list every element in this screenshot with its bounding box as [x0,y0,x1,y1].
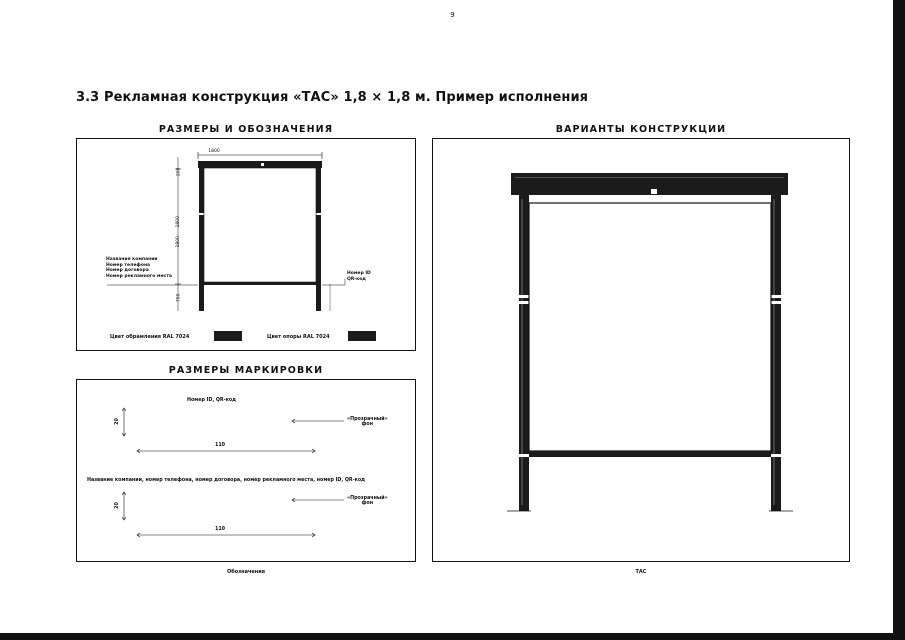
label-place-number: Номер рекламного места [106,273,172,279]
marking-block1-height: 20 [114,418,120,425]
page-heading: 3.3 Рекламная конструкция «ТАС» 1,8 × 1,8 м. Пример исполнения [76,90,589,105]
page-edge-right [893,0,905,640]
page-edge-bottom [0,633,905,640]
marking-block1-note-line1: «Прозрачный» [347,417,388,422]
marking-block2-note-line2: фон [361,501,374,506]
variant-drawing [433,139,851,563]
dim-bottom-label: 700 [176,293,182,303]
marking-panel [76,379,416,562]
marking-caption: Обозначения [227,569,265,575]
marking-block2-title: Название компании, номер телефона, номер договора, номер рекламного места, номер ID, QR-код [87,478,366,483]
label-qr: QR-код [347,276,366,282]
marking-drawing [77,380,417,563]
marking-block1-width: 110 [215,443,226,448]
frame-color-label: Цвет обрамления [110,334,162,340]
dim-side-short-label: 200 [176,167,182,177]
variants-caption: ТАС [635,569,647,575]
label-phone: Номер телефона [106,262,151,268]
variants-section-title: ВАРИАНТЫ КОНСТРУКЦИИ [555,124,727,135]
support-color-ral: RAL 7024 [303,334,330,340]
support-color-legend [267,334,330,340]
label-company-name: Название компании [106,257,158,262]
marking-section-title: РАЗМЕРЫ МАРКИРОВКИ [168,365,324,376]
frame-color-swatch [214,331,242,341]
marking-block1-note [347,417,388,427]
support-color-swatch [348,331,376,341]
labels-left-list [106,257,172,279]
page-number: 9 [450,11,455,19]
dimensions-panel [76,138,416,351]
dim-side-mid-label: 1800 [175,236,181,248]
labels-right-list [347,271,371,282]
variants-panel [432,138,850,562]
marking-block2-note-line1: «Прозрачный» [347,496,388,501]
support-color-label: Цвет опоры [267,334,302,340]
label-id: Номер ID [347,271,371,276]
marking-block2-width: 110 [215,527,226,532]
marking-block2-note [347,496,388,506]
dim-top-label: 1800 [208,149,220,154]
label-contract: Номер договора [106,268,149,274]
frame-color-ral: RAL 7024 [162,334,190,340]
dimensions-section-title: РАЗМЕРЫ И ОБОЗНАЧЕНИЯ [158,124,334,135]
marking-block1-note-line2: фон [361,422,374,427]
marking-block2-height: 20 [114,502,120,509]
marking-block1-title: Номер ID, QR-код [187,398,237,403]
dimensions-drawing [77,139,417,352]
dim-side-long-label: 1800 [175,216,181,228]
frame-color-legend [110,334,189,340]
